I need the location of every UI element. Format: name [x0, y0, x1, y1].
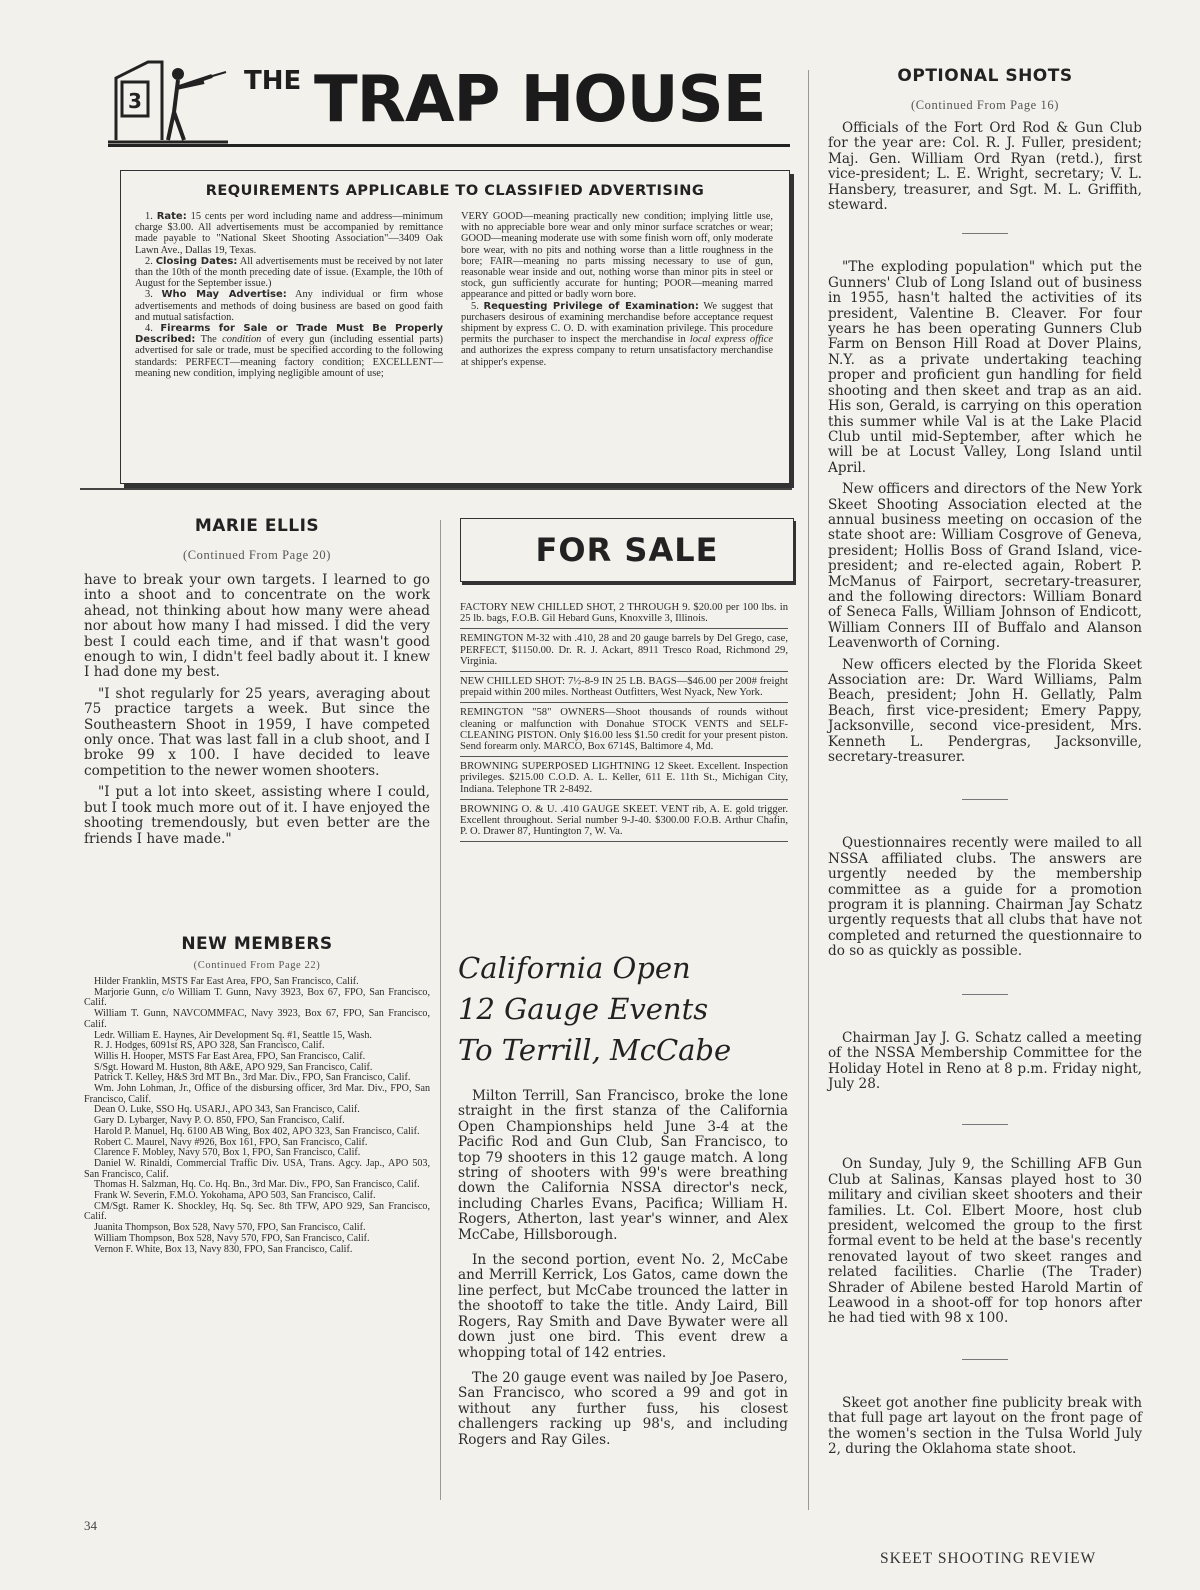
- member-entry: Hilder Franklin, MSTS Far East Area, FPO, San Francisco, Calif.: [94, 976, 359, 987]
- member-entry: Dean O. Luke, SSO Hq. USARJ., APO 343, San Francisco, Calif.: [94, 1104, 360, 1116]
- closing-label: Closing Dates:: [155, 255, 238, 267]
- member-entry: Daniel W. Rinaldi, Commercial Traffic Div. USA, Trans. Agcy. Jap., APO 503, San Francisco, Calif.: [84, 1157, 430, 1180]
- classified-ad: REMINGTON M-32 with .410, 28 and 20 gauge barrels by Del Grego, case, PERFECT, $1150.00. Dr. R. J. Ackart, 8911 Tresco Road, Richmond 29, Virginia.: [460, 629, 788, 672]
- firearms-text-a: The: [200, 334, 217, 346]
- classified-ad: NEW CHILLED SHOT: 7½-8-9 IN 25 LB. BAGS—$46.00 per 200# freight prepaid within 200 miles. Northeast Outfitters, West Nyack, New York.: [460, 672, 788, 703]
- column-rule-right: [808, 70, 809, 1510]
- who-item: 3. Who May Advertise: Any individual or firm whose advertisements and methods of doing business are based on good faith and mutual satisfaction.: [135, 289, 444, 323]
- member-entry: CM/Sgt. Ramer K. Shockley, Hq. Sq. Sec. 8th TFW, APO 929, San Francisco, Calif.: [84, 1200, 430, 1223]
- trap-house-shooter-icon: [108, 52, 228, 148]
- privilege-text-a: We suggest that purchasers desirous of examining merchandise before acceptance request shipment by express C. O. D. with examination privilege. This procedure permits the purchaser to inspect the merchandise in: [461, 300, 773, 346]
- member-entry: Clarence F. Mobley, Navy 570, Box 1, FPO, San Francisco, Calif.: [94, 1147, 361, 1159]
- classified-ad: REMINGTON "58" OWNERS—Shoot thousands of rounds without cleaning or malfunction with Donahue STOCK VENTS and SELF-CLEANING PISTON. Only $16.00 less $1.50 credit for your present piston. Send forearm only. MARCO, Box 6714S, Baltimore 4, Md.: [460, 703, 788, 757]
- masthead-the: THE: [244, 66, 302, 96]
- member-entry: S/Sgt. Howard M. Huston, 8th A&E, APO 929, San Francisco, Calif.: [94, 1061, 373, 1073]
- separator-rule: [962, 799, 1008, 800]
- masthead-underline: [108, 144, 790, 147]
- section-divider-rule: [80, 488, 792, 490]
- grades-text: VERY GOOD—meaning practically new condition; implying little use, with no appreciable bore wear and only minor surface scratches or wear; GOOD—meaning moderate use with some finish worn off, only moderate bore wear, with no pits and nothing worse than a little roughness in the bore; FAIR—meaning no parts missing necessary to use of gun, reasonable wear inside and out, nothing worse than minor pits in steel or stock, gun sufficiently accurate for hunting; POOR—meaning marred appearance and pitted or badly worn bore.: [461, 211, 773, 301]
- closing-item: 2. Closing Dates: All advertisements must be received by not later than the 10th of the month preceding date of issue. (Example, the 10th of August for the September issue.): [135, 255, 443, 290]
- california-headline-line3: To Terrill, McCabe: [458, 1033, 732, 1067]
- california-body: [458, 1089, 788, 1448]
- optional-p4: New officers elected by the Florida Skeet Association are: Dr. Ward Williams, Palm Beach, president; John H. Gellatly, Palm Beach, first vice-president; Emery Pappy, Jacksonville, second vice-president, Mrs. Kenneth L. Pendergras, Jacksonville, secretary-treasurer.: [828, 656, 1142, 766]
- member-entry: Frank W. Severin, F.M.O. Yokohama, APO 503, San Francisco, Calif.: [94, 1190, 376, 1202]
- svg-text:3: 3: [128, 89, 142, 113]
- new-members-continued: (Continued From Page 22): [193, 960, 321, 971]
- rate-label: Rate:: [156, 211, 187, 222]
- member-entry: Ledr. William E. Haynes, Air Development Sq. #1, Seattle 15, Wash.: [94, 1029, 372, 1041]
- masthead-title: TRAP HOUSE: [314, 63, 766, 137]
- optional-shots-continued: (Continued From Page 16): [910, 98, 1060, 112]
- classified-ad: BROWNING SUPERPOSED LIGHTNING 12 Skeet. Excellent. Inspection privileges. $215.00 C.O.D. A. L. Keller, 611 E. 11th St., Michigan City, Indiana. Telephone TR 2-8492.: [460, 757, 788, 800]
- publication-name: SKEET SHOOTING REVIEW: [880, 1550, 1097, 1567]
- marie-ellis-continued: (Continued From Page 20): [182, 548, 332, 562]
- classified-requirements-box: [120, 170, 790, 484]
- rate-item: 1. Rate: 15 cents per word including name and address—minimum charge $3.00. All advertisements must be accompanied by remittance made payable to "National Skeet Shooting Association"—3409 Oak Lawn Ave., Dallas 19, Texas.: [135, 211, 444, 256]
- california-article: [458, 948, 788, 1454]
- page-number: 34: [84, 1518, 97, 1533]
- optional-p3: New officers and directors of the New York Skeet Shooting Association elected at the annual business meeting on occasion of the state shoot are: William Cosgrove of Geneva, president; Hollis Boss of Grand Island, vice-president; and re-elected again, Robert P. McManus of Fairport, secretary-treasurer, and the following directors: William Bonard of Seneca Falls, William Johnson of Endicott, William Conners III of Buffalo and Alanson Leavenworth of Corning.: [828, 481, 1142, 652]
- classified-ad: FACTORY NEW CHILLED SHOT, 2 THROUGH 9. $20.00 per 100 lbs. in 25 lb. bags, F.O.B. Gil Hebard Guns, Knoxville 3, Illinois.: [460, 598, 788, 629]
- member-entry: Marjorie Gunn, c/o William T. Gunn, Navy 3923, Box 67, FPO, San Francisco, Calif.: [84, 986, 430, 1009]
- firearms-item: 4. Firearms for Sale or Trade Must Be Properly Described: The condition of every gun (including essential parts) advertised for sale or trade, must be specified according to the following standards: PERFECT—meaning factory condition; EXCELLENT—meaning new condition, implying negligible amount of use;: [135, 323, 443, 379]
- optional-p2: "The exploding population" which put the Gunners' Club of Long Island out of business in 1955, hasn't halted the activities of its president, Valentine B. Cleaver. For four years he has been operating Gunners Club Farm on Benson Hill Road at Dover Plains, N.Y. as a private undertaking teaching proper and proficient gun handling for field shooting and then skeet and trap as an aid. His son, Gerald, is carrying on this operation this summer while Val is at the Lake Placid Club until mid-September, after which he will be at Locust Valley, Long Island until April.: [828, 259, 1142, 476]
- separator-rule: [962, 994, 1008, 995]
- rate-text: 15 cents per word including name and address—minimum charge $3.00. All advertisements must be accompanied by remittance made payable to "National Skeet Shooting Association"—3409 Oak Lawn Ave., Dallas 19, Texas.: [135, 211, 444, 256]
- optional-p6: Chairman Jay J. G. Schatz called a meeting of the NSSA Membership Committee for the Holiday Hotel in Reno at 8 p.m. Friday night, July 28.: [828, 1029, 1142, 1092]
- firearms-text-b: of every gun (including essential parts) advertised for sale or trade, must be specified according to the following standards: PERFECT—meaning factory condition; EXCELLENT—meaning new condition, implying negligible amount of use;: [135, 334, 443, 379]
- privilege-item: 5. Requesting Privilege of Examination: We suggest that purchasers desirous of examining merchandise before acceptance request shipment by express C. O. D. with examination privilege. This procedure permits the purchaser to inspect the merchandise in local express office and authorizes the express company to return unsatisfactory merchandise at shipper's expense.: [461, 300, 773, 368]
- california-p3: The 20 gauge event was nailed by Joe Pasero, San Francisco, who scored a 99 and got in without any further fuss, his closest challengers racking up 98's, and including Rogers and Ray Giles.: [458, 1369, 788, 1448]
- california-headline-line1: California Open: [458, 951, 691, 985]
- classified-heading: REQUIREMENTS APPLICABLE TO CLASSIFIED ADVERTISING: [205, 183, 705, 199]
- optional-p5: Questionnaires recently were mailed to all NSSA affiliated clubs. The answers are urgently needed by the membership committee as a guide for a promotion program it is planning. Chairman Jay Schatz urgently requests that all clubs that have not completed and returned the questionnaire to do so as quickly as possible.: [828, 835, 1142, 960]
- who-text: Any individual or firm whose advertisements and methods of doing business are based on good faith and mutual satisfaction.: [135, 289, 444, 323]
- classified-right-column: [461, 211, 773, 368]
- privilege-label: Requesting Privilege of Examination:: [483, 300, 699, 312]
- member-entry: Harold P. Manuel, Hq. 6100 AB Wing, Box 402, APO 323, San Francisco, Calif.: [94, 1125, 420, 1137]
- california-headline-line2: 12 Gauge Events: [458, 992, 709, 1026]
- california-headline: [458, 948, 788, 1071]
- privilege-italic: local express office: [689, 334, 773, 346]
- marie-ellis-p1: have to break your own targets. I learned to go into a shoot and to concentrate on the work ahead, not thinking about how many were ahead nor about how many I had missed. I did the very best I could each time, and if that wasn't good enough to win, I didn't feel badly about it. I knew I had done my best.: [84, 572, 430, 681]
- member-entry: Willis H. Hooper, MSTS Far East Area, FPO, San Francisco, Calif.: [94, 1050, 366, 1062]
- firearms-label: Firearms for Sale or Trade Must Be Properly Described:: [135, 323, 443, 346]
- member-entry: William T. Gunn, NAVCOMMFAC, Navy 3923, Box 67, FPO, San Francisco, Calif.: [84, 1008, 430, 1030]
- separator-rule: [962, 1359, 1008, 1360]
- member-entry: Patrick T. Kelley, H&S 3rd MT Bn., 3rd Mar. Div., FPO, San Francisco, Calif.: [94, 1072, 411, 1084]
- new-members-section: [84, 934, 430, 1255]
- for-sale-heading: FOR SALE: [535, 531, 719, 569]
- separator-rule: [962, 1124, 1008, 1125]
- optional-shots-column: [828, 66, 1142, 1463]
- optional-shots-body: [828, 121, 1142, 1457]
- marie-ellis-p3: "I put a lot into skeet, assisting where I could, but I took much more out of it. I have enjoyed the shooting tremendously, but even better are the friends I have made.": [84, 784, 430, 847]
- for-sale-box: [460, 518, 794, 582]
- member-entry: R. J. Hodges, 6091st RS, APO 328, San Francisco, Calif.: [94, 1040, 325, 1052]
- optional-p7: On Sunday, July 9, the Schilling AFB Gun Club at Salinas, Kansas played host to 30 military and civilian skeet shooters and their families. Lt. Col. Elbert Moore, host club president, welcomed the group to the first formal event to be held at the base's recently renovated layout of two skeet ranges and related facilities. Charlie (The Trader) Shrader of Abilene bested Harold Martin of Leawood in a shoot-off for top honors after he had tied with 98 x 100.: [828, 1156, 1142, 1327]
- trap-house-masthead: [108, 52, 790, 152]
- optional-shots-heading: OPTIONAL SHOTS: [897, 66, 1073, 86]
- california-p1: Milton Terrill, San Francisco, broke the lone straight in the first stanza of the California Open Championships held June 3-4 at the Pacific Rod and Gun Club, San Francisco, to top 79 shooters in this 12 gauge match. A long string of shooters with 99's were breathing down the California NSSA director's neck, including Charles Evans, Pacifica; William H. Rogers, Atherton, last year's winner, and Alex McCabe, Hillsborough.: [458, 1088, 788, 1243]
- member-entry: Juanita Thompson, Box 528, Navy 570, FPO, San Francisco, Calif.: [94, 1222, 366, 1234]
- member-entry: Vernon F. White, Box 13, Navy 830, FPO, San Francisco, Calif.: [94, 1243, 353, 1255]
- optional-p8: Skeet got another fine publicity break with that full page art layout on the front page of the women's section in the Tulsa World July 2, during the Oklahoma state shoot.: [828, 1394, 1142, 1457]
- optional-p1: Officials of the Fort Ord Rod & Gun Club for the year are: Col. R. J. Fuller, president; Maj. Gen. William Ord Ryan (retd.), first vice-president; L. E. Wright, secretary; V. L. Hansbery, treasurer, and Sgt. M. L. Griffith, steward.: [828, 120, 1142, 214]
- grades-item: [461, 211, 773, 301]
- classified-left-column: [135, 211, 443, 379]
- new-members-heading: NEW MEMBERS: [181, 934, 333, 954]
- marie-ellis-body: [84, 573, 430, 847]
- privilege-text-b: and authorizes the express company to return unsatisfactory merchandise at shipper's expense.: [461, 345, 773, 368]
- member-entry: Gary D. Lybarger, Navy P. O. 850, FPO, San Francisco, Calif.: [94, 1115, 345, 1127]
- marie-ellis-heading: MARIE ELLIS: [194, 516, 320, 536]
- classified-ad: BROWNING O. & U. .410 GAUGE SKEET. VENT rib, A. E. gold trigger. Excellent throughout. Serial number 9-J-40. $300.00 F.O.B. Arthur Chafin, P. O. Drawer 87, Huntington 7, W. Va.: [460, 800, 788, 843]
- member-entry: William Thompson, Box 528, Navy 570, FPO, San Francisco, Calif.: [94, 1232, 370, 1244]
- marie-ellis-p2: "I shot regularly for 25 years, averaging about 75 practice targets a week. But since the Southeastern Shoot in 1959, I have competed only once. That was last fall in a club shoot, and I broke 99 x 100. I have decided to leave competition to the newer women shooters.: [84, 685, 430, 779]
- member-entry: Thomas H. Salzman, Hq. Co. Hq. Bn., 3rd Mar. Div., FPO, San Francisco, Calif.: [94, 1179, 420, 1191]
- separator-rule: [962, 233, 1008, 234]
- who-label: Who May Advertise:: [161, 289, 287, 301]
- member-entry: Wm. John Lohman, Jr., Office of the disbursing officer, 3rd Mar. Div., FPO, San Francisco, Calif.: [84, 1083, 430, 1105]
- closing-text: All advertisements must be received by not later than the 10th of the month preceding date of issue. (Example, the 10th of August for the September issue.): [135, 255, 443, 290]
- member-entry: Robert C. Maurel, Navy #926, Box 161, FPO, San Francisco, Calif.: [94, 1136, 368, 1148]
- column-rule-left: [440, 520, 441, 1500]
- new-members-list: [84, 977, 430, 1255]
- firearms-condition: condition: [222, 334, 262, 346]
- california-p2: In the second portion, event No. 2, McCabe and Merrill Kerrick, Los Gatos, came down the line perfect, but McCabe trounced the latter in the shootoff to take the title. Andy Laird, Bill Rogers, Ray Smith and Dave Bywater were all down just one bird. This event drew a whopping total of 142 entries.: [458, 1252, 788, 1361]
- marie-ellis-article: [84, 516, 430, 853]
- for-sale-ads: [460, 598, 788, 842]
